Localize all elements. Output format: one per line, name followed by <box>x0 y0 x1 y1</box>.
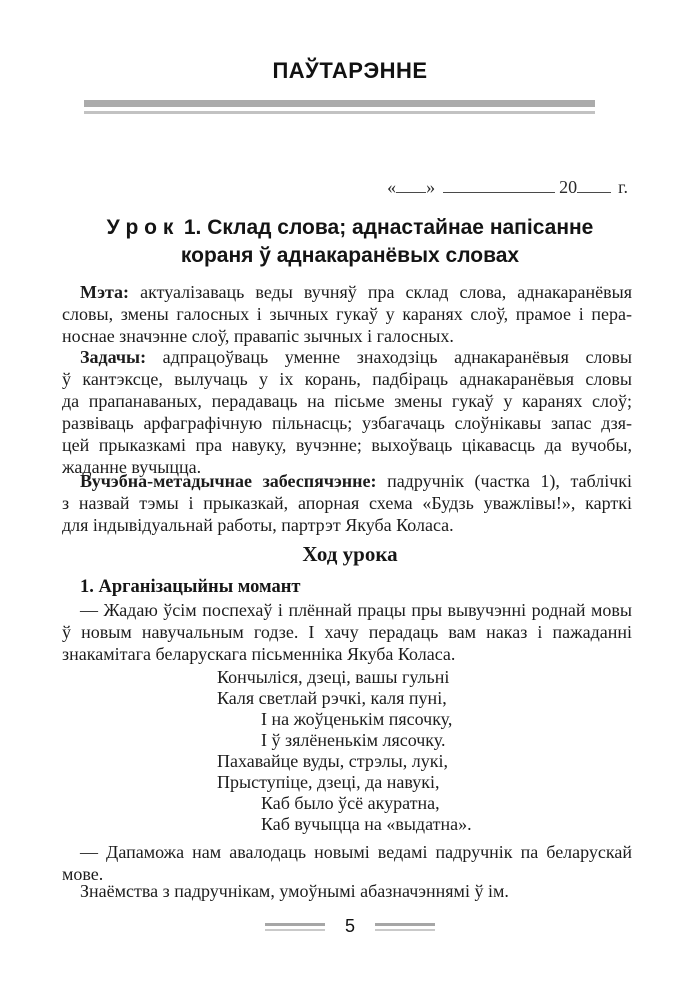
page-footer <box>0 916 700 937</box>
page-number: 5 <box>344 916 355 936</box>
text-line: ў кантэксце, вылучаць у іх корань, падбіраць аднакаранёвыя словы <box>62 369 632 389</box>
header-double-rule <box>84 100 595 114</box>
date-century: 20 <box>559 177 578 197</box>
text-line: — Дапаможа нам авалодаць новымі ведамі падручнік па беларускай <box>80 842 632 862</box>
text-line: для індывідуальнай работы, партрэт Якуба Коласа. <box>62 515 454 535</box>
text-line: мове. <box>62 864 104 884</box>
section-header-title: ПАЎТАРЭННЕ <box>272 58 428 83</box>
date-month-blank <box>443 177 555 193</box>
text-line: словы, змены галосных і зычных гукаў у каранях слоў, прамое і пера- <box>62 304 632 324</box>
resources-label: Вучэбна-метадычнае забеспячэнне: <box>80 471 377 491</box>
paragraph-teacher-intro <box>62 599 632 665</box>
text-line: Задачы: адпрацоўваць уменне знаходзіць аднакаранёвыя словы <box>80 347 633 367</box>
text-line: ў новым навучальным годзе. І хачу перадаць вам наказ і пажаданні <box>62 622 632 642</box>
date-day-blank <box>396 177 426 193</box>
poem-line: І ў зялёненькім лясочку. <box>261 730 446 750</box>
date-year-suffix: г. <box>618 177 628 197</box>
text-line: да прапанаваных, перадаваць на пісьме змены гукаў у каранях слоў; <box>62 391 632 411</box>
footer-ornament-left <box>265 923 325 931</box>
lesson-title <box>30 214 670 270</box>
poem-line: Прыступіце, дзеці, да навукі, <box>217 772 440 792</box>
lesson-title-line-1: У р о к 1. Склад слова; аднастайнае напісанне <box>106 216 594 239</box>
date-close-quote: » <box>426 177 436 197</box>
date-line <box>387 177 628 198</box>
poem-line: Каб было ўсё акуратна, <box>261 793 440 813</box>
date-open-quote: « <box>387 177 397 197</box>
lesson-title-line-2: кораня ў аднакаранёвых словах <box>180 244 520 267</box>
poem-line: Пахавайце вуды, стрэлы, лукі, <box>217 751 448 771</box>
header-rule-thick <box>84 100 595 107</box>
stage-1-heading: 1. Арганізацыйны момант <box>80 577 301 597</box>
text-line: знакамітага беларускага пісьменніка Якуба Коласа. <box>62 644 456 664</box>
paragraph-teacher-note <box>62 841 632 885</box>
poem-line: Кончыліся, дзеці, вашы гульні <box>217 667 450 687</box>
text-line: з назвай тэмы і прыказкай, апорная схема «Будзь уважлівы!», карткі <box>62 493 632 513</box>
text-line: Мэта: актуалізаваць веды вучняў пра склад слова, аднакаранёвыя <box>80 282 633 302</box>
course-heading: Ход урока <box>302 542 398 566</box>
poem-line: Каля светлай рэчкі, каля пуні, <box>217 688 447 708</box>
text-line: жаданне вучыцца. <box>62 457 202 477</box>
text-line: носнае значэнне слоў, правапіс зычных і галосных. <box>62 326 454 346</box>
text-line: Знаёмства з падручнікам, умоўнымі абазначэннямі ў ім. <box>80 881 509 901</box>
text-line: — Жадаю ўсім поспехаў і плённай працы пры вывучэнні роднай мовы <box>80 600 632 620</box>
paragraph-tasks <box>62 346 632 478</box>
tasks-label: Задачы: <box>80 347 147 367</box>
date-year-blank <box>577 177 611 193</box>
poem-block <box>217 667 472 835</box>
text-line: цей прыказкамі пра навуку, вучэнне; выхоўваць цікавасць да вучобы, <box>62 435 632 455</box>
poem-line: І на жоўценькім пясочку, <box>261 709 453 729</box>
poem-line: Каб вучыцца на «выдатна». <box>261 814 472 834</box>
text-line: развіваць арфаграфічную пільнасць; узбагачаць слоўнікавы запас дзя- <box>62 413 632 433</box>
paragraph-goal <box>62 281 632 347</box>
text-line: Вучэбна-метадычнае забеспячэнне: падручнік (частка 1), таблічкі <box>80 471 633 491</box>
paragraph-closing <box>62 880 632 902</box>
goal-label: Мэта: <box>80 282 130 302</box>
footer-ornament-right <box>375 923 435 931</box>
header-rule-thin <box>84 111 595 114</box>
paragraph-resources <box>62 470 632 536</box>
